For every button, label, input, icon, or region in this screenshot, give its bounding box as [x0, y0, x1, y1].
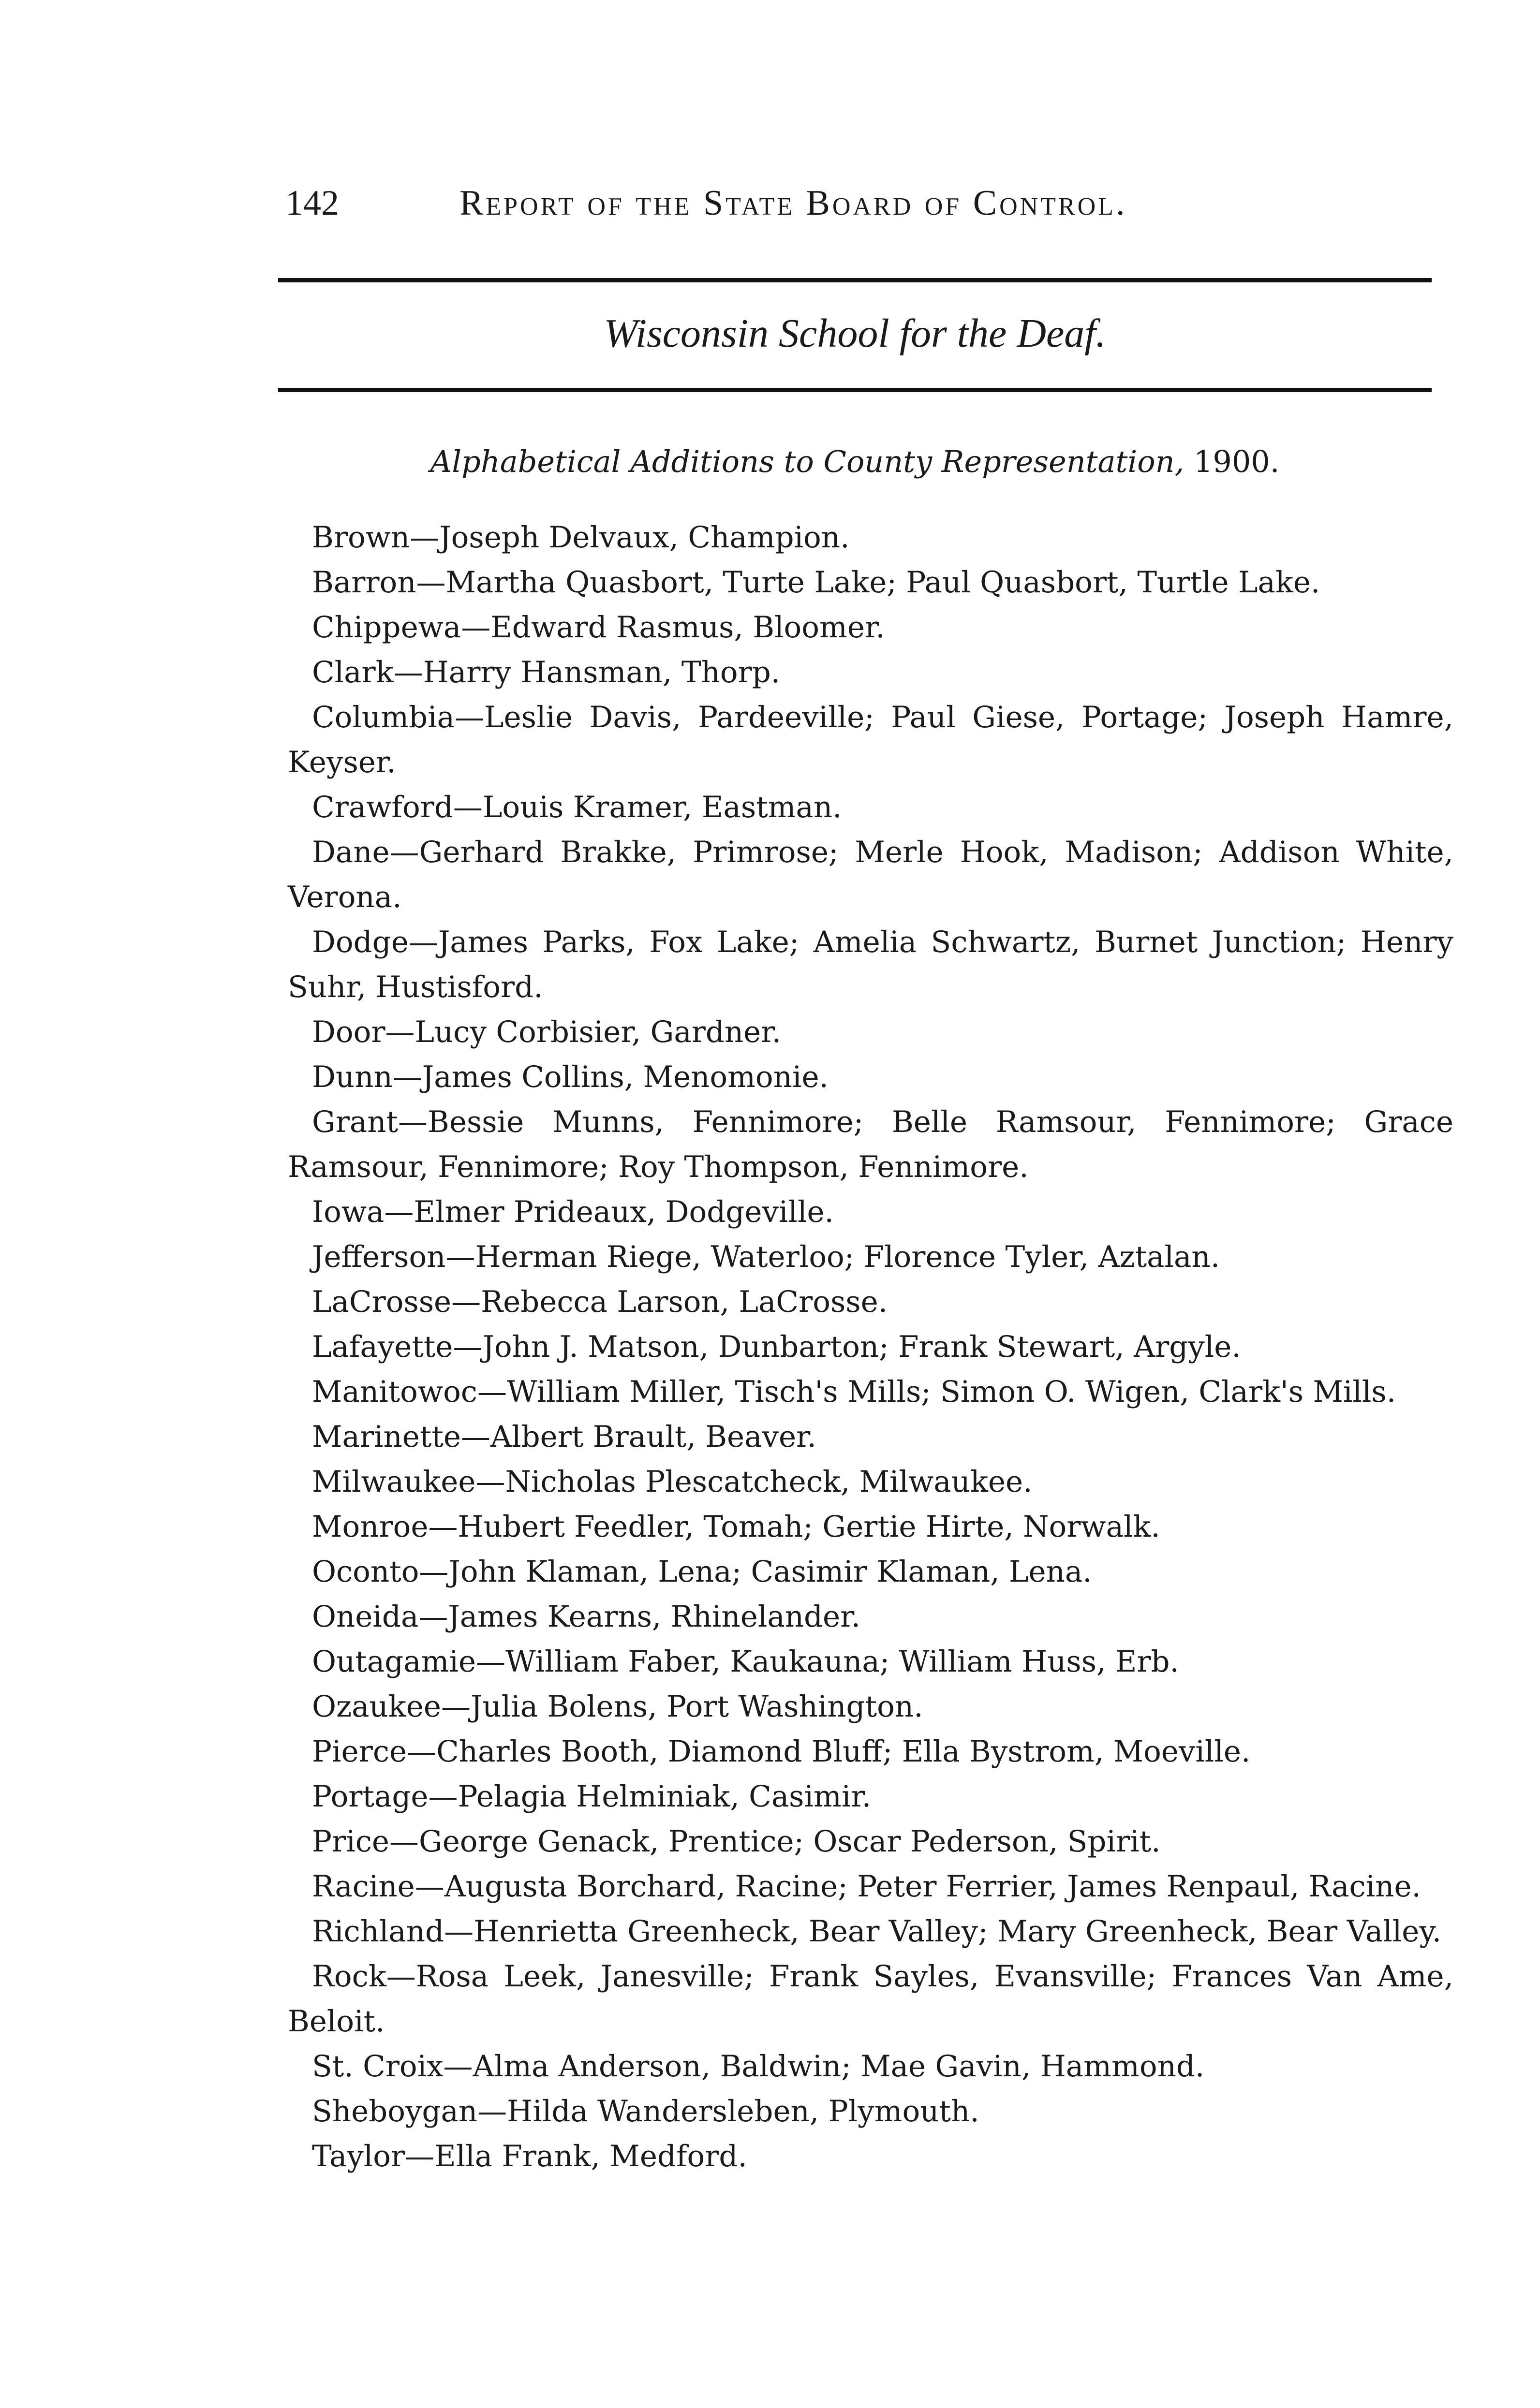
county-entry-dodge: Dodge—James Parks, Fox Lake; Amelia Schwartz, Burnet Junction; Henry Suhr, Hustisford.	[288, 925, 1453, 1004]
running-head	[285, 179, 1446, 227]
county-entry-oconto: Oconto—John Klaman, Lena; Casimir Klaman, Lena.	[312, 1555, 1092, 1589]
county-entry-dane: Dane—Gerhard Brakke, Primrose; Merle Hook, Madison; Addison White, Verona.	[288, 835, 1453, 914]
county-entry-taylor: Taylor—Ella Frank, Medford.	[312, 2139, 747, 2173]
county-entry-barron: Barron—Martha Quasbort, Turte Lake; Paul Quasbort, Turtle Lake.	[312, 565, 1320, 600]
county-entries-list	[288, 515, 1453, 2179]
county-entry-rock: Rock—Rosa Leek, Janesville; Frank Sayles, Evansville; Frances Van Ame, Beloit.	[288, 1959, 1453, 2039]
county-entry-pierce: Pierce—Charles Booth, Diamond Bluff; Ella Bystrom, Moeville.	[312, 1734, 1251, 1769]
county-entry-chippewa: Chippewa—Edward Rasmus, Bloomer.	[312, 610, 885, 645]
county-entry-richland: Richland—Henrietta Greenheck, Bear Valley; Mary Greenheck, Bear Valley.	[312, 1914, 1442, 1949]
county-entry-milwaukee: Milwaukee—Nicholas Plescatcheck, Milwaukee.	[312, 1465, 1033, 1499]
county-entry-outagamie: Outagamie—William Faber, Kaukauna; William Huss, Erb.	[312, 1644, 1179, 1679]
county-entry-st-croix: St. Croix—Alma Anderson, Baldwin; Mae Gavin, Hammond.	[312, 2049, 1205, 2084]
section-title: Wisconsin School for the Deaf.	[604, 311, 1106, 356]
county-entry-racine: Racine—Augusta Borchard, Racine; Peter Ferrier, James Renpaul, Racine.	[312, 1869, 1421, 1904]
county-entry-manitowoc: Manitowoc—William Miller, Tisch's Mills; Simon O. Wigen, Clark's Mills.	[312, 1375, 1396, 1409]
county-entry-marinette: Marinette—Albert Brault, Beaver.	[312, 1420, 816, 1454]
county-entry-door: Door—Lucy Corbisier, Gardner.	[312, 1015, 782, 1049]
county-entry-lafayette: Lafayette—John J. Matson, Dunbarton; Frank Stewart, Argyle.	[312, 1330, 1241, 1364]
county-entry-grant: Grant—Bessie Munns, Fennimore; Belle Ramsour, Fennimore; Grace Ramsour, Fennimore; Roy Thompson, Fennimore.	[288, 1105, 1453, 1184]
county-entry-iowa: Iowa—Elmer Prideaux, Dodgeville.	[312, 1195, 834, 1229]
county-entry-monroe: Monroe—Hubert Feedler, Tomah; Gertie Hirte, Norwalk.	[312, 1510, 1160, 1544]
county-entry-brown: Brown—Joseph Delvaux, Champion.	[312, 520, 850, 555]
county-entry-columbia: Columbia—Leslie Davis, Pardeeville; Paul Giese, Portage; Joseph Hamre, Keyser.	[288, 700, 1453, 779]
report-title: Report of the State Board of Control.	[459, 183, 1127, 223]
county-entry-lacrosse: LaCrosse—Rebecca Larson, LaCrosse.	[312, 1285, 888, 1319]
county-entry-price: Price—George Genack, Prentice; Oscar Pederson, Spirit.	[312, 1824, 1161, 1859]
top-rule	[278, 278, 1432, 282]
county-entry-ozaukee: Ozaukee—Julia Bolens, Port Washington.	[312, 1689, 923, 1724]
bottom-rule	[278, 388, 1432, 392]
county-entry-clark: Clark—Harry Hansman, Thorp.	[312, 655, 781, 690]
page-number: 142	[285, 183, 339, 223]
subtitle-year: 1900.	[1193, 444, 1280, 479]
county-entry-crawford: Crawford—Louis Kramer, Eastman.	[312, 790, 842, 824]
subtitle-text: Alphabetical Additions to County Representation,	[430, 444, 1185, 479]
county-entry-dunn: Dunn—James Collins, Menomonie.	[312, 1060, 829, 1094]
county-entry-oneida: Oneida—James Kearns, Rhinelander.	[312, 1600, 860, 1634]
county-entry-portage: Portage—Pelagia Helminiak, Casimir.	[312, 1779, 872, 1814]
list-subtitle	[278, 438, 1432, 486]
county-entry-jefferson: Jefferson—Herman Riege, Waterloo; Florence Tyler, Aztalan.	[312, 1240, 1220, 1274]
county-entry-sheboygan: Sheboygan—Hilda Wandersleben, Plymouth.	[312, 2094, 979, 2129]
